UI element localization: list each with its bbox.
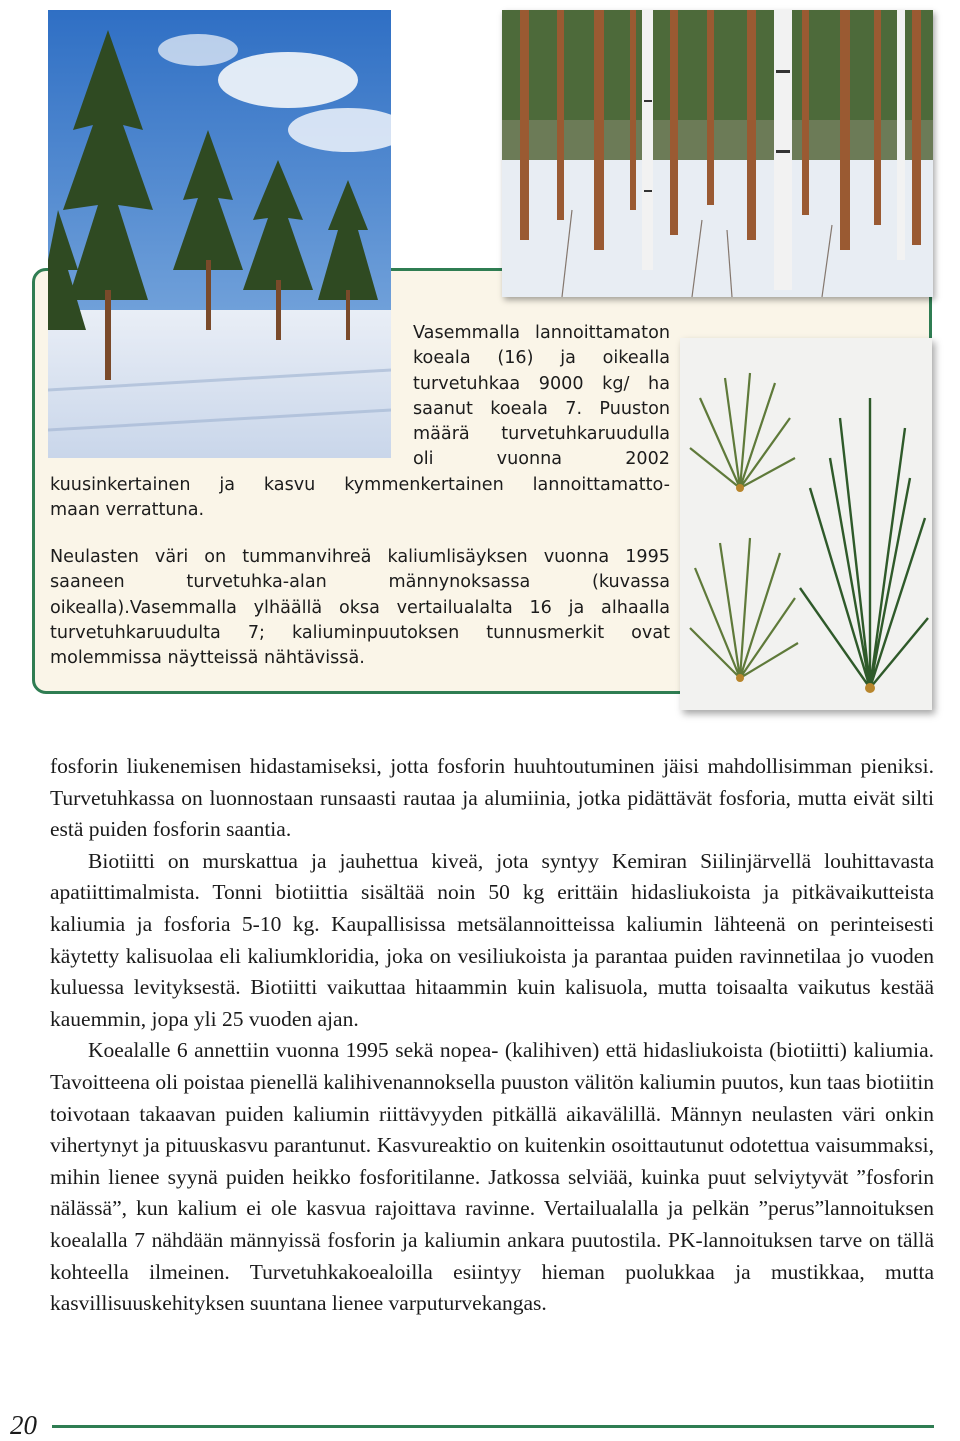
photo-caption-line: kuusinkertainen ja kasvu kymmenkertainen lannoittamatto- bbox=[50, 475, 670, 495]
needle-caption: Neulasten väri on tummanvihreä kaliumlisäyksen vuonna 1995 saaneen turvetuhka-alan männynoksassa (kuvassa oikealla).Vasemmalla ylhäällä oksa vertailualalta 16 ja alhaalla turvetuhkaruudulta 7; kaliuminpuutoksen tunnusmerkit ovat molemmissa näytteissä nähtävissä. bbox=[50, 547, 670, 669]
photo-caption-part1: Vasemmalla lannoittamaton koeala (16) ja oikealla turvetuhkaa 9000 kg/ ha saanut koeala 7. Puuston määrä turvetuhkaruudulla oli vuonna 2002 bbox=[413, 323, 670, 470]
body-paragraph: Koealalle 6 annettiin vuonna 1995 sekä nopea- (kalihiven) että hidasliukoista (biotiitti) kaliumia. Tavoitteena oli poistaa pienellä kalihivenannoksella puuston välitön kaliumin puutos, kun taas biotiitin toivotaan takaavan puiden kaliumin riittävyyden pitkällä aikavälillä. Männyn neulasten väri onkin vihertynyt ja pituuskasvu parantunut. Kasvureaktio on kuitenkin osoittautunut odotettua vaisummaksi, mihin lienee syynä puiden heikko fosforitilanne. Jatkossa selviää, kuinka puut selviytyvät ”fosforin nälässä”, kun kalium ei ole kasvua rajoittava ravinne. Vertailualalla ja pelkän ”perus”lannoituksen koealalla 7 nähdään männyissä fosforin ja kaliumin ankara puutostila. PK-lannoituksen tarve on tällä kohteella ilmeinen. Turvetuhkakoealoilla esiintyy hieman puolukkaa ja mustikkaa, mutta kasvillisuuskehityksen suuntana lienee varputurvekangas. bbox=[50, 1038, 934, 1316]
pine-branch-samples-photo bbox=[680, 338, 932, 710]
photo-caption-line: maan verrattuna. bbox=[50, 500, 205, 521]
fertilized-plot-photo bbox=[502, 10, 933, 297]
footer-rule bbox=[52, 1425, 934, 1428]
photo-caption-part2 bbox=[50, 473, 670, 524]
page-number: 20 bbox=[10, 1410, 41, 1441]
body-paragraph: fosforin liukenemisen hidastamiseksi, jotta fosforin huuhtoutuminen jäisi mahdollisimman pieniksi. Turvetuhkassa on luonnostaan runsaasti rautaa ja alumiinia, jotka pidättävät fosforia, mutta eivät silti estä puiden fosforin saantia. bbox=[50, 754, 934, 842]
unfertilized-plot-photo bbox=[48, 10, 391, 458]
article-body bbox=[50, 751, 934, 1320]
body-paragraph: Biotiitti on murskattua ja jauhettua kiveä, jota syntyy Kemiran Siilinjärvellä louhittavasta apatiittimalmista. Tonni biotiittia sisältää noin 50 kg erittäin hidasliukoista ja pitkävaikutteista kaliumia ja fosforia 5-10 kg. Kaupallisissa metsälannoitteissa kaliumin lähteenä on perinteisesti käytetty kalisuolaa eli kaliumkloridia, joka on vesiliukoista ja parantaa puiden ravinnetilaa jo vuoden kuluessa levityksestä. Biotiitti vaikuttaa hitaammin kuin kalisuola, mutta toisaalta vaikutus kestää kauemmin, jopa yli 25 vuoden ajan. bbox=[50, 848, 934, 1031]
